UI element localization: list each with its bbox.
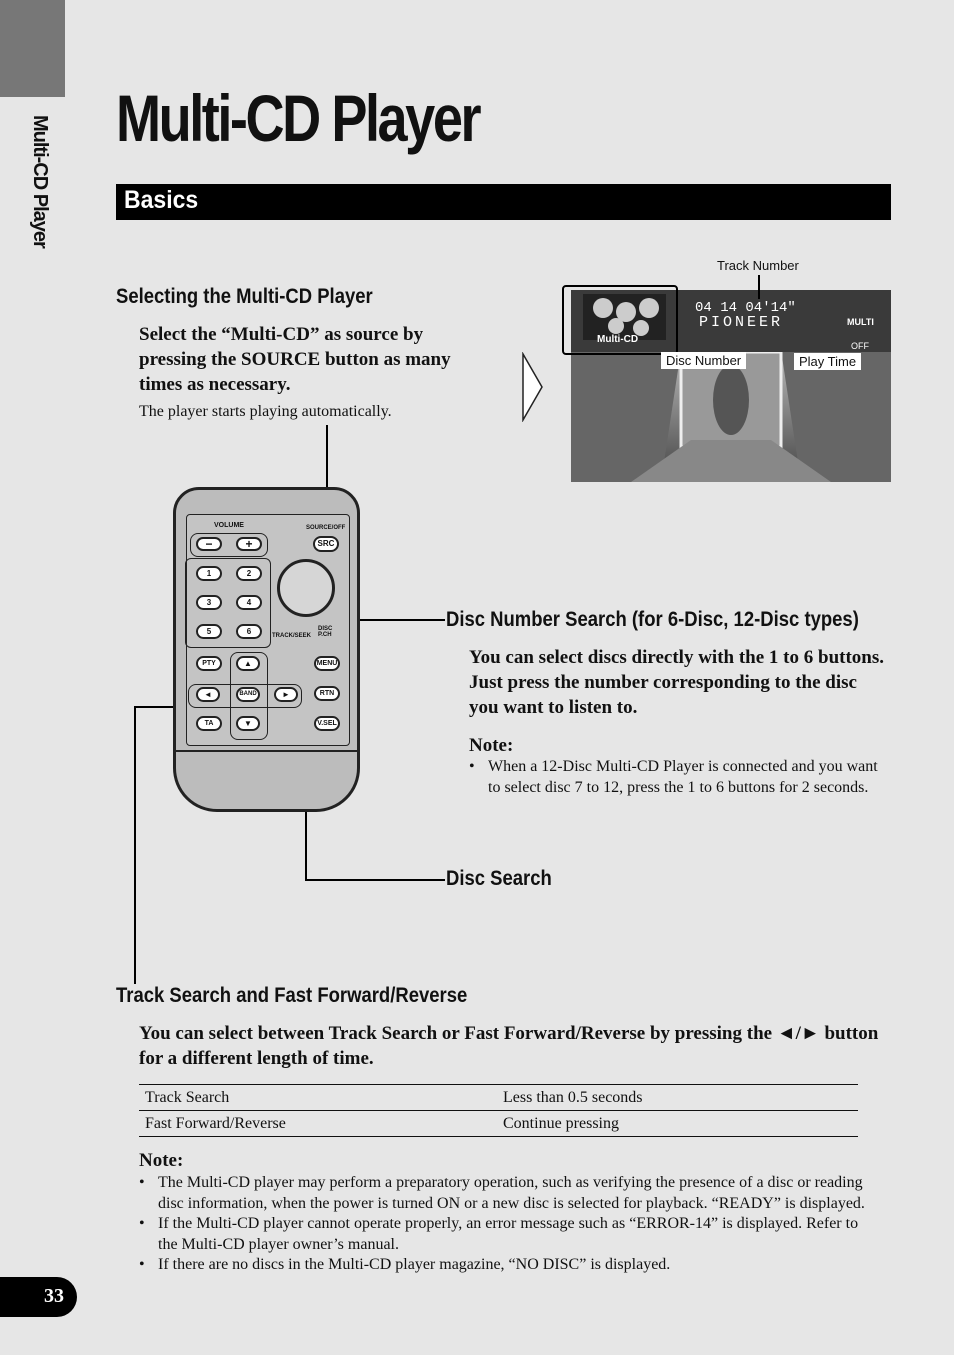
section-title: Basics bbox=[124, 186, 199, 214]
table-cell: Fast Forward/Reverse bbox=[139, 1111, 497, 1137]
svg-text:04 14 04'14": 04 14 04'14" bbox=[695, 300, 796, 316]
track-seek-label: TRACK/SEEK bbox=[272, 633, 312, 639]
table-cell: Less than 0.5 seconds bbox=[497, 1085, 858, 1111]
track-forward-button[interactable]: ► bbox=[274, 687, 298, 702]
disc-down-button[interactable]: ▼ bbox=[236, 716, 260, 731]
timing-table bbox=[139, 1084, 858, 1137]
arrow-right-icon bbox=[520, 352, 546, 422]
disc-pch-label: DISC P.CH bbox=[318, 626, 333, 638]
corner-tab bbox=[0, 0, 65, 97]
svg-text:PIONEER: PIONEER bbox=[699, 314, 784, 331]
volume-down-button[interactable]: − bbox=[196, 537, 222, 551]
disc-number-note: • When a 12-Disc Multi-CD Player is connected and you want to select disc 7 to 12, press the 1 to 6 buttons for 2 seconds. bbox=[469, 757, 883, 798]
table-row bbox=[139, 1111, 858, 1137]
side-chapter-label: Multi-CD Player bbox=[29, 115, 51, 248]
disc-number-label: Disc Number bbox=[661, 352, 746, 369]
pty-button[interactable]: PTY bbox=[196, 656, 222, 671]
disc-number-body: You can select discs directly with the 1 to 6 buttons. Just press the number corresponding to the disc you want to listen to. bbox=[469, 647, 885, 718]
select-result: The player starts playing automatically. bbox=[139, 403, 392, 420]
volume-label: VOLUME bbox=[214, 522, 244, 529]
vsel-button[interactable]: V.SEL bbox=[314, 716, 340, 731]
track-search-heading: Track Search and Fast Forward/Reverse bbox=[116, 984, 468, 1007]
track-search-body: You can select between Track Search or Fast Forward/Reverse by pressing the ◄/► button for a different length of time. bbox=[139, 1023, 879, 1069]
src-button[interactable]: SRC bbox=[313, 536, 339, 552]
notes-list bbox=[139, 1173, 867, 1276]
notes-label: Note: bbox=[139, 1150, 184, 1171]
list-item: • If the Multi-CD player cannot operate properly, an error message such as “ERROR-14” is displayed. Refer to the Multi-CD player owner’s manual. bbox=[139, 1214, 867, 1255]
source-name: Multi-CD bbox=[597, 334, 639, 345]
table-cell: Continue pressing bbox=[497, 1111, 858, 1137]
section-bar bbox=[116, 184, 891, 220]
disc-search-heading: Disc Search bbox=[446, 867, 552, 890]
disc-number-note-label: Note: bbox=[469, 735, 514, 756]
svg-text:OFF: OFF bbox=[851, 341, 869, 351]
list-item: • The Multi-CD player may perform a preparatory operation, such as verifying the presence of a disc or reading disc information, when the power is turned ON or a new disc is selected for playback. “READY” is displayed. bbox=[139, 1173, 867, 1214]
svg-text:MULTI: MULTI bbox=[847, 317, 874, 327]
select-heading: Selecting the Multi-CD Player bbox=[116, 285, 373, 308]
page-number: 33 bbox=[0, 1277, 77, 1317]
number-button-4[interactable]: 4 bbox=[236, 595, 262, 610]
source-off-label: SOURCE/OFF bbox=[306, 525, 346, 531]
table-row bbox=[139, 1085, 858, 1111]
table-cell: Track Search bbox=[139, 1085, 497, 1111]
play-time-label: Play Time bbox=[794, 353, 861, 370]
joystick[interactable] bbox=[277, 559, 335, 617]
number-button-2[interactable]: 2 bbox=[236, 566, 262, 581]
disc-up-button[interactable]: ▲ bbox=[236, 656, 260, 671]
number-button-1[interactable]: 1 bbox=[196, 566, 222, 581]
number-button-3[interactable]: 3 bbox=[196, 595, 222, 610]
track-search-leader-line bbox=[134, 706, 136, 984]
ta-button[interactable]: TA bbox=[196, 716, 222, 731]
select-instruction: Select the “Multi-CD” as source by pressing the SOURCE button as many times as necessary. bbox=[139, 324, 451, 395]
band-button[interactable]: BAND bbox=[236, 687, 260, 702]
menu-button[interactable]: MENU bbox=[314, 656, 340, 671]
number-button-6[interactable]: 6 bbox=[236, 624, 262, 639]
page-title: Multi-CD Player bbox=[116, 81, 480, 155]
number-button-5[interactable]: 5 bbox=[196, 624, 222, 639]
list-item: • If there are no discs in the Multi-CD player magazine, “NO DISC” is displayed. bbox=[139, 1255, 867, 1276]
volume-up-button[interactable]: + bbox=[236, 537, 262, 551]
rtn-button[interactable]: RTN bbox=[314, 686, 340, 701]
track-number-label: Track Number bbox=[717, 258, 799, 273]
track-back-button[interactable]: ◄ bbox=[196, 687, 220, 702]
disc-search-leader-line-h bbox=[305, 879, 445, 881]
disc-number-heading: Disc Number Search (for 6-Disc, 12-Disc types) bbox=[446, 608, 859, 631]
